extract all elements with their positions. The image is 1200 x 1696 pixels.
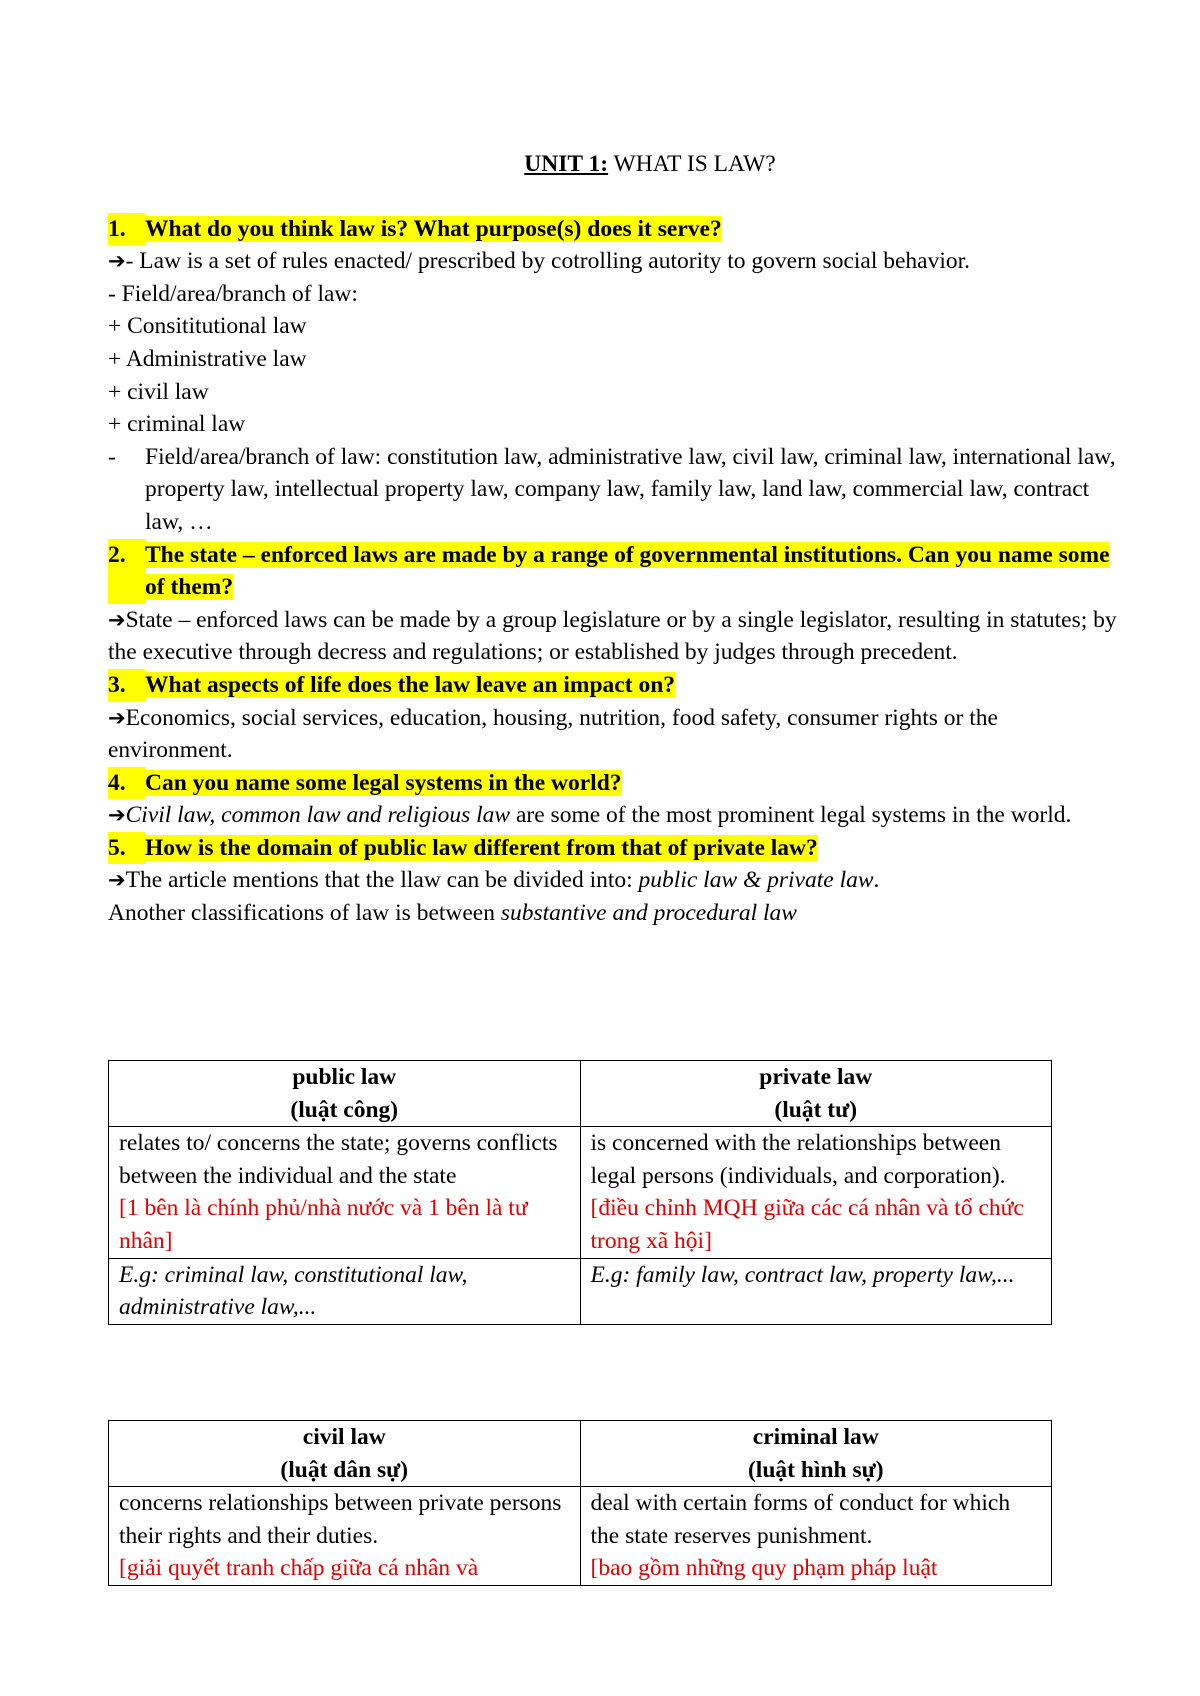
table-row: [109, 1421, 1052, 1487]
page-title: [108, 148, 1128, 181]
arrow-right-icon: ➔: [108, 607, 126, 632]
public-private-law-table: [108, 1060, 1052, 1325]
answer-1: [108, 245, 1128, 278]
answer-text: Another classifications of law is between: [108, 900, 501, 927]
vietnamese-note: [điều chỉnh MQH giữa các cá nhân và tổ chức trong xã hội]: [590, 1195, 1024, 1254]
vietnamese-note: [1 bên là chính phủ/nhà nước và 1 bên là tư nhân]: [119, 1195, 528, 1254]
vietnamese-note: [giải quyết tranh chấp giữa cá nhân và: [119, 1555, 479, 1582]
dash-list-item: - Field/area/branch of law: constitution law, administrative law, civil law, criminal law, international law, property law, intellectual property law, company law, family law, land law, commercial law, contract law, …: [108, 441, 1128, 539]
table-header-cell: [109, 1061, 581, 1127]
table-row: [109, 1127, 1052, 1258]
table-cell: [580, 1258, 1052, 1324]
header-label: public law: [292, 1064, 397, 1090]
answer-italic: public law & private law: [638, 867, 874, 894]
answer-text: State – enforced laws can be made by a group legislature or by a single legislator, resulting in statutes; by the executive through decress and regulations; or established by judges through precedent.: [108, 606, 1117, 666]
question-number: 4.: [108, 767, 145, 800]
question-text: Can you name some legal systems in the world?: [145, 769, 622, 796]
arrow-right-icon: ➔: [108, 249, 126, 274]
question-text: What do you think law is? What purpose(s) does it serve?: [145, 215, 722, 242]
answer-text: The article mentions that the llaw can be divided into:: [125, 867, 639, 894]
header-label: civil law: [302, 1424, 386, 1450]
question-number: 1.: [108, 213, 145, 246]
header-sublabel: (luật tư): [774, 1096, 858, 1123]
table-cell: [580, 1487, 1052, 1586]
arrow-right-icon: ➔: [108, 803, 126, 828]
civil-criminal-law-table: [108, 1420, 1052, 1586]
example-text: E.g: criminal law, constitutional law, administrative law,...: [119, 1261, 468, 1321]
question-text: How is the domain of public law different from that of private law?: [145, 834, 818, 861]
cell-text: deal with certain forms of conduct for which the state reserves punishment.: [590, 1490, 1011, 1549]
header-sublabel: (luật công): [290, 1096, 399, 1123]
table-header-cell: [580, 1061, 1052, 1127]
table-header-cell: [580, 1421, 1052, 1487]
question-4: [108, 767, 1128, 800]
title-text: WHAT IS LAW?: [608, 151, 776, 177]
answer-italic: substantive and procedural law: [500, 900, 797, 927]
question-number: 5.: [108, 832, 145, 865]
table-cell: [109, 1258, 581, 1324]
header-sublabel: (luật dân sự): [280, 1456, 409, 1483]
question-3: [108, 669, 1128, 702]
example-text: E.g: family law, contract law, property law,...: [590, 1261, 1015, 1288]
title-unit: UNIT 1:: [524, 151, 609, 177]
answer-3: [108, 702, 1128, 767]
header-label: private law: [759, 1064, 873, 1090]
answer-text: .: [873, 867, 880, 894]
list-item: + criminal law: [108, 411, 246, 438]
table-cell: [109, 1127, 581, 1258]
answer-2: [108, 604, 1128, 669]
list-item: + Administrative law: [108, 345, 307, 372]
question-5: [108, 832, 1128, 865]
header-label: criminal law: [752, 1424, 879, 1450]
cell-text: concerns relationships between private persons their rights and their duties.: [119, 1490, 562, 1549]
header-sublabel: (luật hình sự): [747, 1456, 884, 1483]
list-item: + Consititutional law: [108, 313, 307, 340]
question-number: 3.: [108, 669, 145, 702]
table-row: [109, 1061, 1052, 1127]
answer-text: are some of the most prominent legal systems in the world.: [510, 802, 1072, 829]
arrow-right-icon: ➔: [108, 868, 126, 893]
table-cell: [109, 1487, 581, 1586]
dash-item-text: Field/area/branch of law: constitution law, administrative law, civil law, criminal law, international law, property law, intellectual property law, company law, family law, land law, commercial law, contract law, …: [145, 443, 1116, 535]
answer-4: [108, 799, 1128, 832]
table-cell: [580, 1127, 1052, 1258]
question-1: [108, 213, 1128, 246]
question-number: 2.: [108, 539, 145, 604]
document-body: [108, 148, 1128, 930]
arrow-right-icon: ➔: [108, 705, 126, 730]
answer-5-continued: [108, 897, 1128, 930]
question-text: The state – enforced laws are made by a range of governmental institutions. Can you name some of them?: [145, 541, 1110, 601]
question-2: [108, 539, 1128, 604]
vietnamese-note: [bao gồm những quy phạm pháp luật: [590, 1555, 938, 1582]
fields-intro: - Field/area/branch of law:: [108, 280, 358, 307]
table-header-cell: [109, 1421, 581, 1487]
answer-text: - Law is a set of rules enacted/ prescribed by cotrolling autority to govern social behavior.: [125, 248, 971, 275]
answer-italic: Civil law, common law and religious law: [125, 802, 511, 829]
table-row: [109, 1487, 1052, 1586]
table-row: [109, 1258, 1052, 1324]
cell-text: is concerned with the relationships between legal persons (individuals, and corporation).: [590, 1130, 1006, 1189]
answer-5: [108, 864, 1128, 897]
list-item: + civil law: [108, 378, 209, 405]
cell-text: relates to/ concerns the state; governs conflicts between the individual and the state: [119, 1130, 558, 1189]
answer-text: Economics, social services, education, housing, nutrition, food safety, consumer rights or the environment.: [108, 704, 998, 764]
question-text: What aspects of life does the law leave an impact on?: [145, 671, 676, 698]
